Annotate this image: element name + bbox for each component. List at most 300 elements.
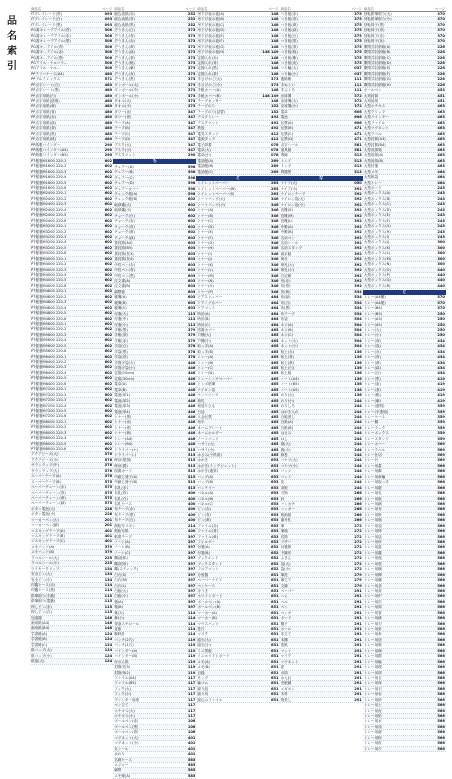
entry-page: 464 bbox=[437, 175, 445, 180]
entry-page: 652 bbox=[271, 550, 279, 555]
entry-page: 136 bbox=[354, 382, 362, 387]
entry-page: 451 bbox=[437, 93, 445, 98]
entry-name: パンチ(1穴) bbox=[114, 643, 134, 648]
entry-page: 400 bbox=[187, 507, 196, 512]
entry-page: 397 bbox=[187, 605, 196, 610]
entry-page: 136 bbox=[354, 393, 362, 398]
entry-name: バケツ(小) bbox=[280, 463, 298, 468]
entry-page: 566 bbox=[437, 637, 445, 642]
entry-name: PP点字用紙(緑) bbox=[31, 120, 57, 125]
entry-page: 346 bbox=[271, 240, 279, 245]
entry-page: 464 bbox=[271, 317, 279, 322]
entry-page: 569 bbox=[437, 453, 445, 457]
entry-page: 602 bbox=[104, 256, 113, 261]
entry-page: 566 bbox=[437, 512, 445, 517]
entry-name: バット bbox=[280, 474, 292, 479]
entry-name: トナー(O) bbox=[197, 284, 214, 289]
entry-page: 506 bbox=[104, 39, 113, 44]
entry-name: チェック帳(B) bbox=[114, 197, 138, 202]
entry-page: 266 bbox=[354, 512, 362, 517]
entry-page: 124 bbox=[104, 642, 113, 647]
entry-name: マーカー(B) bbox=[197, 616, 217, 621]
entry-name: 手袋(白) bbox=[114, 344, 128, 349]
entry-page: 598 bbox=[187, 186, 196, 191]
entry-name: ネット(小) bbox=[280, 344, 298, 349]
entry-page: 651 bbox=[271, 643, 279, 648]
entry-page: 401 bbox=[187, 746, 196, 751]
entry-name: 荷札 bbox=[197, 398, 205, 403]
entry-name: ペーパーチェーン(黄) bbox=[31, 495, 66, 500]
entry-name: 綴り具 bbox=[197, 692, 209, 697]
entry-name: トレー用鋏 bbox=[363, 616, 382, 621]
entry-page: 446 bbox=[187, 360, 196, 365]
entry-page: 602 bbox=[104, 360, 113, 364]
entry-name: PP点字用紙(黒) bbox=[31, 131, 57, 136]
index-column-3 bbox=[196, 6, 279, 702]
entry-name: 手帳(黒) bbox=[114, 327, 128, 332]
entry-page: 401 bbox=[187, 752, 196, 757]
entry-name: 名前スタンプ bbox=[280, 246, 303, 251]
entry-name: ブザー bbox=[280, 540, 292, 544]
entry-name: PT便箋M4000 220-6 bbox=[31, 283, 67, 288]
entry-name: トレー用壺 bbox=[363, 561, 382, 566]
entry-page: 272 bbox=[354, 550, 362, 555]
entry-page: 379 bbox=[104, 550, 113, 555]
entry-name: 長靴(S) bbox=[280, 208, 293, 213]
entry-page: 397 bbox=[187, 567, 196, 572]
entry-page: 373 bbox=[187, 71, 196, 76]
entry-page: 576 bbox=[104, 457, 113, 462]
entry-name: 伝票(C) bbox=[280, 131, 294, 136]
entry-page: 290 bbox=[104, 147, 113, 152]
entry-name: パネル(C) bbox=[197, 501, 214, 506]
entry-page: 603 bbox=[187, 262, 196, 267]
entry-name: 箱(B) bbox=[114, 605, 124, 610]
entry-name: 伝票(D) bbox=[280, 137, 294, 142]
entry-page: 446 bbox=[187, 409, 196, 414]
entry-page: 446 bbox=[187, 420, 196, 425]
entry-page: 602 bbox=[104, 169, 113, 174]
entry-page: 606 bbox=[354, 109, 362, 114]
section-heading: と bbox=[363, 290, 446, 295]
entry-name: 粘着テープ bbox=[114, 534, 132, 539]
entry-page: 225 bbox=[104, 561, 113, 566]
entry-name: ピン(赤) bbox=[197, 507, 211, 512]
entry-page: 226 bbox=[437, 71, 445, 76]
column-header-name: 商品名 bbox=[363, 7, 374, 11]
entry-name: PP点字用紙(白) bbox=[31, 93, 57, 98]
entry-page: 566 bbox=[437, 659, 445, 664]
entry-name: 筆立て bbox=[280, 578, 292, 583]
entry-page: 117 bbox=[187, 714, 196, 718]
entry-page: 446 bbox=[187, 376, 196, 381]
entry-name: トレー用棒 bbox=[363, 529, 382, 534]
entry-name: パンチ(2穴) bbox=[114, 637, 134, 642]
entry-page: 119 bbox=[187, 670, 196, 675]
entry-page: 492 bbox=[271, 126, 279, 131]
entry-name: 定期入れ(青) bbox=[197, 60, 219, 65]
entry-page: 148 bbox=[271, 22, 279, 27]
entry-page: 359 bbox=[437, 409, 445, 414]
entry-page: 291 bbox=[354, 594, 362, 599]
entry-page: 566 bbox=[437, 621, 445, 626]
entry-name: トレー用桶 bbox=[363, 567, 382, 572]
entry-page: 465 bbox=[271, 366, 279, 370]
entry-name: トイレットペーパー(W) bbox=[197, 186, 236, 191]
entry-name: 針 bbox=[280, 496, 285, 501]
entry-page: 515 bbox=[187, 453, 196, 457]
entry-name: 布テープ(黒) bbox=[114, 512, 135, 517]
entry-page: 480 bbox=[104, 131, 113, 136]
entry-name: PT便箋M7200 220-3 bbox=[31, 398, 67, 403]
entry-page: 117 bbox=[187, 708, 196, 713]
entry-page: 397 bbox=[187, 550, 196, 555]
entry-name: 大型ボックス(O) bbox=[363, 267, 391, 272]
entry-name: 腕時計 bbox=[114, 632, 125, 637]
entry-page: 078 bbox=[271, 153, 279, 158]
entry-page: 581 bbox=[354, 147, 362, 152]
entry-page: 465 bbox=[271, 355, 279, 360]
index-column-1 bbox=[30, 6, 113, 664]
entry-page: 370 bbox=[437, 22, 445, 27]
entry-page: 566 bbox=[437, 714, 445, 718]
entry-name: 付箋(大) bbox=[114, 311, 128, 316]
entry-page: 359 bbox=[437, 425, 445, 430]
entry-name: PT便箋M5600 220-4 bbox=[31, 338, 67, 343]
entry-name: マスキングテープ(C) bbox=[31, 539, 65, 544]
entry-name: 大型ボックス(R) bbox=[363, 283, 391, 288]
entry-name: トナー(N) bbox=[197, 279, 214, 283]
entry-page: 603 bbox=[187, 279, 196, 283]
entry-name: 大型ボード bbox=[363, 186, 382, 190]
entry-name: トレー用輪 bbox=[363, 659, 382, 664]
entry-page: 050 bbox=[354, 181, 362, 186]
entry-name: 鉛筆削り(手動) bbox=[31, 593, 56, 598]
entry-page: 566 bbox=[437, 556, 445, 561]
entry-page: 585 bbox=[187, 762, 196, 767]
entry-page: 093 bbox=[104, 22, 113, 27]
entry-name: 粘土(白) bbox=[280, 366, 295, 370]
entry-name: トナー(L) bbox=[197, 268, 213, 273]
entry-name: 大型ボックス(M) bbox=[363, 256, 392, 261]
entry-name: 分度器 bbox=[197, 572, 209, 577]
entry-page: 602 bbox=[187, 202, 196, 207]
entry-page: 401 bbox=[104, 539, 113, 544]
entry-name: 回転鉛筆削り(大) bbox=[363, 12, 392, 16]
entry-page: 243 bbox=[437, 186, 445, 190]
entry-name: 大型ボックス(G) bbox=[363, 224, 391, 229]
entry-page: 244 bbox=[354, 480, 362, 485]
entry-page: 651 bbox=[271, 665, 279, 670]
index-entry bbox=[196, 698, 279, 703]
entry-page: 602 bbox=[104, 283, 113, 288]
entry-page: 373 bbox=[187, 33, 196, 38]
entry-name: トレー(A4横) bbox=[363, 295, 386, 300]
entry-name: フック(小) bbox=[114, 692, 132, 697]
entry-name: 大型ボックス(B) bbox=[363, 196, 391, 201]
entry-page: 651 bbox=[271, 627, 279, 631]
entry-page: 136 bbox=[354, 376, 362, 381]
entry-page: 653 bbox=[271, 469, 279, 474]
entry-page: 252 bbox=[187, 22, 196, 27]
entry-page: 602 bbox=[104, 202, 113, 207]
entry-name: 名札(青) bbox=[114, 491, 128, 496]
entry-name: 帳簿(A) bbox=[114, 295, 127, 300]
entry-name: デスク(小) bbox=[114, 147, 132, 152]
entry-name: 布(赤) bbox=[280, 279, 291, 283]
entry-name: トレー用籠 bbox=[363, 550, 382, 555]
entry-page: 566 bbox=[437, 578, 445, 583]
entry-page: 440 bbox=[437, 273, 445, 277]
entry-page: 566 bbox=[437, 550, 445, 555]
entry-page: 566 bbox=[437, 724, 445, 729]
entry-name: 戸棚(大) bbox=[197, 333, 211, 338]
entry-page: 400 bbox=[187, 501, 196, 506]
entry-name: 電卓(小) bbox=[197, 153, 211, 158]
entry-name: 大型ボックス(L) bbox=[363, 251, 391, 256]
entry-name: ペーパーチェーン(緑) bbox=[31, 501, 66, 506]
entry-page: 266 bbox=[354, 496, 362, 501]
entry-page: 117 bbox=[187, 692, 196, 697]
entry-name: メモ帳(A) bbox=[114, 773, 131, 778]
entry-page: 419 bbox=[437, 393, 445, 398]
entry-name: つり輪(大) bbox=[280, 66, 298, 71]
entry-name: ノート(A) bbox=[114, 540, 131, 544]
entry-name: タオル(大) bbox=[114, 99, 132, 103]
entry-name: トナー(K) bbox=[197, 262, 214, 267]
entry-name: ドアノブカバー bbox=[197, 300, 223, 305]
entry-page: 463 bbox=[437, 147, 445, 152]
entry-page: 506 bbox=[104, 44, 113, 49]
entry-name: ボールペン(青) bbox=[114, 730, 139, 735]
entry-page: 134 bbox=[104, 572, 113, 577]
entry-name: トレー(大) bbox=[363, 327, 381, 332]
entry-page: 266 bbox=[354, 491, 362, 496]
entry-name: トレー用石 bbox=[363, 686, 382, 691]
entry-name: 大型クリップ bbox=[363, 109, 386, 114]
entry-page: 291 bbox=[354, 665, 362, 670]
entry-page: 480 bbox=[104, 115, 113, 120]
entry-name: PT便箋M7200 220-2 bbox=[31, 392, 67, 397]
entry-name: ハサミ(大) bbox=[197, 442, 215, 447]
entry-page: 602 bbox=[104, 196, 113, 201]
entry-page: 434 bbox=[437, 366, 445, 370]
entry-page: 375 bbox=[354, 28, 362, 33]
entry-page: 504 bbox=[354, 333, 362, 338]
entry-name: ネジ(A) bbox=[280, 322, 294, 327]
entry-page: 575 bbox=[104, 485, 113, 490]
entry-name: トレー用岩 bbox=[363, 692, 382, 697]
entry-name: 手袋(黒) bbox=[114, 349, 128, 354]
entry-page: 566 bbox=[437, 518, 445, 523]
entry-name: ナンバリング bbox=[197, 393, 219, 398]
entry-name: 時計(壁掛) bbox=[114, 458, 132, 463]
entry-page: 397 bbox=[187, 540, 196, 544]
column-header-name: 商品名 bbox=[280, 7, 291, 11]
entry-page: 119 bbox=[187, 665, 196, 670]
section-heading: な bbox=[280, 176, 363, 181]
entry-name: トレー用水 bbox=[363, 719, 382, 724]
entry-name: ファイル(B5) bbox=[114, 681, 137, 686]
entry-name: 糊(液体) bbox=[114, 556, 128, 561]
entry-name: PT便箋M2400 220-2 bbox=[31, 196, 67, 201]
entry-name: トレー(浅) bbox=[363, 344, 381, 349]
entry-name: ぞうきん(茶) bbox=[114, 55, 135, 60]
entry-page: 465 bbox=[271, 393, 279, 398]
entry-name: トナー(H) bbox=[197, 246, 214, 251]
entry-name: バッグ(A) bbox=[197, 474, 214, 479]
entry-page: 569 bbox=[437, 442, 445, 447]
entry-name: 帳簿(C) bbox=[114, 306, 127, 311]
entry-name: ミニ黒板 bbox=[197, 648, 212, 653]
entry-page: 392 bbox=[354, 192, 362, 196]
entry-name: 大型ラベル bbox=[363, 131, 382, 136]
entry-name: 大型ボックス(K) bbox=[363, 245, 391, 250]
entry-page: 602 bbox=[104, 354, 113, 359]
entry-name: トレー(B) bbox=[197, 360, 214, 365]
entry-name: 布(緑) bbox=[280, 295, 291, 300]
entry-page: 291 bbox=[354, 599, 362, 604]
entry-page: 269 bbox=[271, 169, 279, 174]
entry-name: 吊下げ表示板(B) bbox=[197, 17, 225, 22]
entry-page: 226 bbox=[437, 66, 445, 71]
entry-name: 中敷(B) bbox=[280, 230, 294, 235]
entry-page: 124 bbox=[104, 648, 113, 653]
entry-page: 464 bbox=[271, 306, 279, 311]
entry-name: PT便箋M1600 220-1 bbox=[31, 158, 67, 163]
entry-page: 375 bbox=[354, 12, 362, 16]
entry-name: マット bbox=[280, 648, 292, 653]
entry-page: 602 bbox=[104, 376, 113, 381]
entry-name: 開閉式収納箱(A) bbox=[363, 44, 391, 49]
entry-page: 571 bbox=[104, 77, 113, 82]
entry-name: PT便箋M2400 220-6 bbox=[31, 218, 67, 223]
entry-name: ぞうきん(赤) bbox=[114, 39, 135, 44]
entry-page: 291 bbox=[354, 632, 362, 637]
entry-name: 吊下げ表示板(D) bbox=[197, 28, 225, 33]
entry-name: トレー用刃 bbox=[363, 621, 382, 626]
entry-page: 566 bbox=[437, 588, 445, 593]
entry-page: 379 bbox=[104, 544, 113, 549]
entry-page: 346 bbox=[271, 273, 279, 278]
index-columns bbox=[30, 6, 446, 778]
entry-page: 111 bbox=[354, 88, 362, 93]
entry-page: 148 bbox=[271, 55, 279, 60]
entry-page: 373 bbox=[187, 93, 196, 98]
entry-page: 575 bbox=[104, 490, 113, 495]
entry-page: 602 bbox=[104, 392, 113, 397]
entry-page: 566 bbox=[437, 670, 445, 675]
entry-name: ボールペン bbox=[363, 88, 382, 93]
entry-name: 大型ボックス(I) bbox=[363, 234, 390, 239]
entry-page: 146 bbox=[104, 615, 113, 620]
entry-name: PT便箋M6400 220-2 bbox=[31, 360, 67, 364]
entry-page: 244 bbox=[354, 453, 362, 457]
entry-name: 大型ファイル bbox=[363, 120, 386, 125]
entry-page: 602 bbox=[104, 164, 113, 169]
entry-name: ワイヤークリップ bbox=[31, 566, 60, 571]
entry-name: 回転椅子(赤) bbox=[363, 33, 385, 38]
entry-page: 464 bbox=[271, 311, 279, 316]
entry-page: 397 bbox=[187, 594, 196, 599]
entry-page: 603 bbox=[187, 251, 196, 256]
entry-name: 開閉式収納箱(D) bbox=[363, 60, 391, 65]
entry-page: 114 bbox=[187, 632, 196, 637]
entry-page: 346 bbox=[271, 213, 279, 218]
entry-name: はがき(インクジェット) bbox=[197, 463, 236, 468]
entry-name: トレー(A5) bbox=[363, 322, 383, 327]
entry-name: タワー(青) bbox=[114, 115, 132, 120]
entry-name: ITプレイレード(青) bbox=[31, 12, 62, 16]
entry-page: 602 bbox=[104, 234, 113, 239]
entry-page: 463 bbox=[437, 153, 445, 158]
entry-name: 手袋(青) bbox=[114, 355, 128, 360]
entry-page: 113 bbox=[187, 322, 196, 327]
entry-page: 346 bbox=[271, 235, 279, 240]
entry-name: 押しピン(赤) bbox=[31, 604, 52, 609]
entry-page: 119 bbox=[187, 637, 196, 642]
entry-page: 465 bbox=[271, 333, 279, 338]
entry-page: 346 bbox=[271, 224, 279, 229]
entry-name: ノート(B) bbox=[114, 545, 131, 550]
entry-name: PP点字シート(黒) bbox=[31, 88, 60, 93]
entry-page: 465 bbox=[271, 425, 279, 430]
entry-page: 602 bbox=[104, 370, 113, 375]
entry-name: 中性ペン(青) bbox=[114, 268, 135, 273]
entry-page: 392 bbox=[354, 186, 362, 191]
entry-name: トレーボックス bbox=[363, 431, 389, 436]
entry-page: 272 bbox=[354, 567, 362, 572]
entry-name: 封筒(長3) bbox=[114, 665, 131, 670]
entry-name: 布(黄) bbox=[280, 289, 291, 294]
entry-name: 電卓(B) bbox=[114, 387, 127, 392]
entry-page: 434 bbox=[437, 344, 445, 349]
entry-name: 学習帳(B) bbox=[31, 637, 48, 642]
entry-name: はし bbox=[280, 436, 288, 441]
entry-page: 375 bbox=[354, 44, 362, 49]
entry-name: バッジ bbox=[280, 469, 292, 474]
entry-page: 566 bbox=[437, 474, 445, 479]
entry-name: 布(黒) bbox=[280, 306, 291, 311]
entry-name: PT便箋M3200 220-4 bbox=[31, 240, 67, 245]
index-entry bbox=[363, 747, 446, 752]
entry-name: つき板(緑) bbox=[280, 28, 298, 33]
entry-page: 504 bbox=[354, 317, 362, 322]
entry-name: PP紙製バインダー(A4) bbox=[31, 147, 68, 152]
entry-page: 226 bbox=[437, 77, 445, 82]
entry-name: ダンボール(小) bbox=[114, 93, 139, 98]
entry-page: 566 bbox=[437, 654, 445, 659]
entry-page: 266 bbox=[354, 518, 362, 523]
entry-name: ホチキス(大) bbox=[114, 708, 135, 713]
entry-page: 651 bbox=[271, 583, 279, 588]
entry-name: トレーラック bbox=[363, 425, 386, 430]
entry-name: バインダー(A) bbox=[114, 648, 138, 653]
entry-name: テープカッター bbox=[197, 99, 223, 103]
entry-name: 水のり bbox=[114, 752, 125, 757]
entry-page: 602 bbox=[104, 224, 113, 229]
entry-name: ぞうきん(緑) bbox=[114, 50, 135, 55]
entry-page: 148 bbox=[271, 99, 279, 103]
entry-name: ハンガー bbox=[280, 507, 295, 512]
entry-name: はがき入れ bbox=[280, 409, 299, 414]
entry-name: マイク bbox=[280, 654, 292, 659]
entry-name: ノート(B5) bbox=[280, 382, 299, 387]
entry-page: 465 bbox=[271, 344, 279, 349]
entry-page: 148 bbox=[271, 39, 279, 44]
entry-name: トレー用蓋 bbox=[363, 463, 382, 468]
entry-page: 465 bbox=[271, 371, 279, 376]
